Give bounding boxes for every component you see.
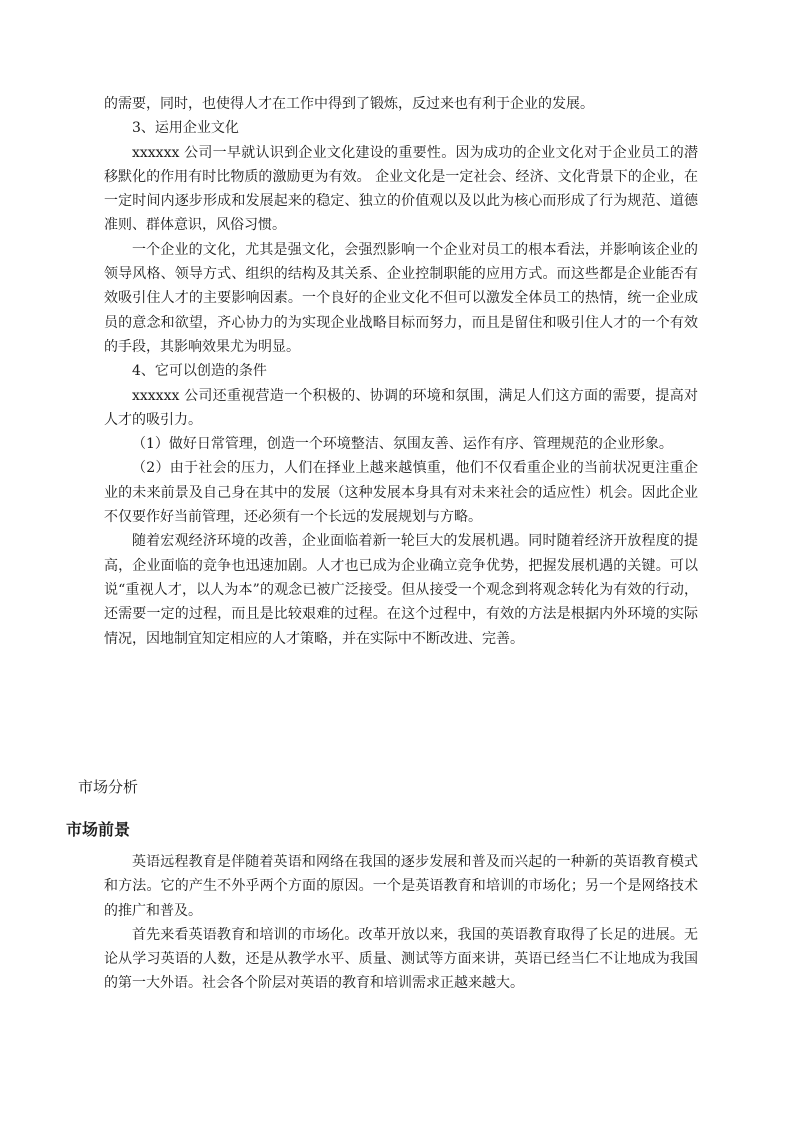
paragraph-strong-culture: 一个企业的文化，尤其是强文化，会强烈影响一个企业对员工的根本看法，并影响该企业的领导风格、领导方式、组织的结构及其关系、企业控制职能的应用方式。而这些都是企业能否有效吸引住人才的主要影响因素。一个良好的企业文化不但可以激发全体员工的热情，统一企业成员的意念和欲望，齐心协力的为实现企业战略目标而努力，而且是留住和吸引住人才的一个有效的手段，其影响效果尤为明显。	[104, 241, 698, 355]
paragraph-remote-education: 英语远程教育是伴随着英语和网络在我国的逐步发展和普及而兴起的一种新的英语教育模式和方法。它的产生不外乎两个方面的原因。一个是英语教育和培训的市场化；另一个是网络技术的推广和普及。	[104, 854, 698, 919]
paragraph-continuation: 的需要，同时，也使得人才在工作中得到了锻炼，反过来也有利于企业的发展。	[104, 96, 594, 112]
body-text-block-2	[104, 850, 698, 996]
paragraph-macro-economy: 随着宏观经济环境的改善，企业面临着新一轮巨大的发展机遇。同时随着经济开放程度的提高，企业面临的竞争也迅速加剧。人才也已成为企业确立竞争优势，把握发展机遇的关键。可以说“重视人才，以人为本”的观念已被广泛接受。但从接受一个观念到将观念转化为有效的行动，还需要一定的过程，而且是比较艰难的过程。在这个过程中，有效的方法是根据内外环境的实际情况，因地制宜知定相应的人才策略，并在实际中不断改进、完善。	[104, 533, 698, 647]
heading-4-conditions: 4、它可以创造的条件	[132, 363, 267, 380]
paragraph-social-pressure: （2）由于社会的压力，人们在择业上越来越慎重，他们不仅看重企业的当前状况更注重企业的未来前景及自己身在其中的发展（这种发展本身具有对未来社会的适应性）机会。因此企业不仅要作好当前管理，还必须有一个长远的发展规划与方略。	[104, 460, 698, 526]
paragraph-environment: xxxxxx 公司还重视营造一个积极的、协调的环境和氛围，满足人们这方面的需要，提高对人才的吸引力。	[104, 387, 698, 428]
paragraph-daily-management: （1）做好日常管理，创造一个环境整洁、氛围友善、运作有序、管理规范的企业形象。	[132, 436, 673, 453]
paragraph-culture-importance: xxxxxx 公司一早就认识到企业文化建设的重要性。因为成功的企业文化对于企业员工的潜移默化的作用有时比物质的激励更为有效。 企业文化是一定社会、经济、文化背景下的企业，在一定时间内逐步形成和发展起来的稳定、独立的价值观以及以此为核心而形成了行为规范、道德准则、群体意识，风俗习惯。	[104, 144, 698, 234]
subsection-title-market-prospects: 市场前景	[66, 820, 131, 839]
paragraph-marketization: 首先来看英语教育和培训的市场化。改革开放以来，我国的英语教育取得了长足的进展。无论从学习英语的人数，还是从教学水平、质量、测试等方面来讲，英语已经当仁不让地成为我国的第一大外语。社会各个阶层对英语的教育和培训需求正越来越大。	[104, 926, 698, 992]
heading-3-use-corporate-culture: 3、运用企业文化	[132, 120, 239, 137]
section-title-market-analysis: 市场分析	[78, 778, 139, 796]
body-text-block-1	[104, 92, 698, 651]
